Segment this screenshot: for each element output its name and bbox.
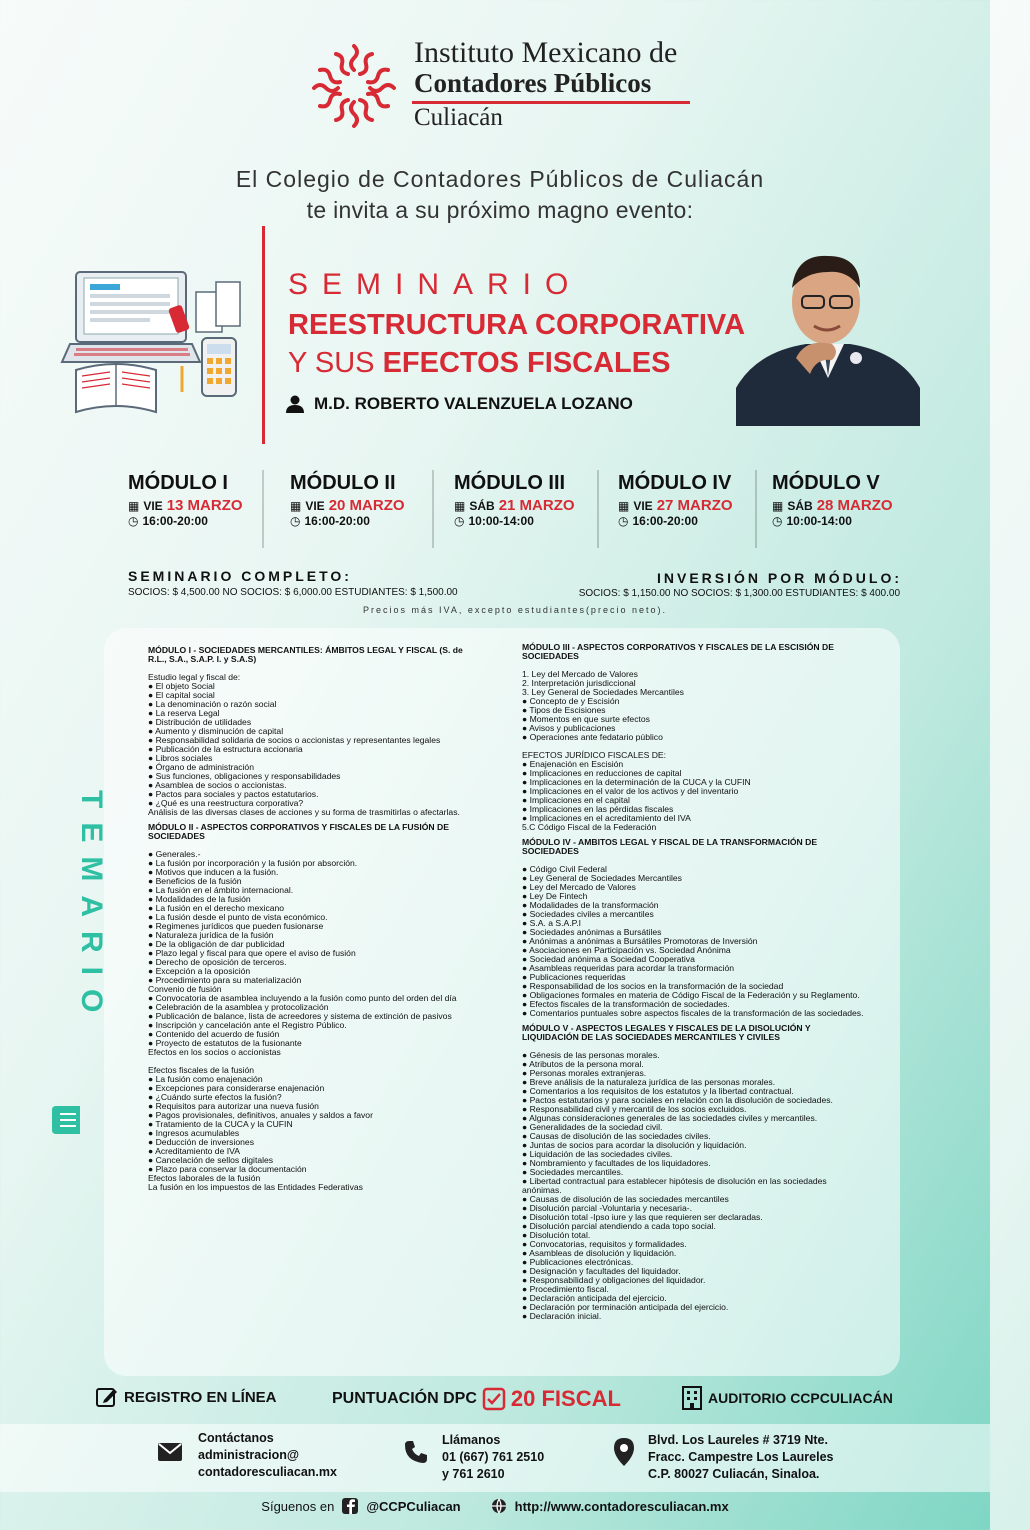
module-time-value: 16:00-20:00 bbox=[632, 514, 698, 528]
syllabus-item: ● Libertad contractual para establecer hipótesis de disolución en las sociedades anónimas. bbox=[522, 1176, 827, 1195]
module-time bbox=[128, 514, 243, 528]
hero-divider bbox=[262, 226, 265, 444]
syllabus-item: ● Excepción a la oposición bbox=[148, 966, 251, 976]
syllabus-item: ● Sociedad anónima a Sociedad Cooperativa bbox=[522, 954, 695, 964]
syllabus-item: ● Disolución parcial atendiendo a cada topo social. bbox=[522, 1221, 716, 1231]
syllabus-item: ● Pactos estatutarios y para sociales en relación con la disolución de sociedades. bbox=[522, 1095, 833, 1105]
clock-icon: ◷ bbox=[618, 514, 629, 528]
syllabus-item: ● Asamblea de socios o accionistas. bbox=[148, 780, 287, 790]
module-date-value: 27 MARZO bbox=[656, 497, 733, 514]
module-separator bbox=[432, 470, 434, 548]
syllabus-item: ● Código Civil Federal bbox=[522, 864, 607, 874]
module-title: MÓDULO V bbox=[772, 472, 880, 494]
online-registration-link[interactable] bbox=[96, 1386, 277, 1408]
module-date bbox=[290, 497, 405, 514]
module-day: VIE bbox=[633, 498, 653, 513]
syllabus-item: ● Procedimiento para su materialización bbox=[148, 975, 302, 985]
module-time bbox=[454, 514, 575, 528]
contact-address bbox=[648, 1432, 834, 1483]
module-1 bbox=[128, 472, 243, 528]
module-time-value: 16:00-20:00 bbox=[142, 514, 208, 528]
invitation-line2: te invita a su próximo magno evento: bbox=[306, 197, 694, 223]
calendar-icon: ▦ bbox=[454, 498, 466, 513]
syllabus-item: La fusión en los impuestos de las Entidades Federativas bbox=[148, 1182, 363, 1192]
syllabus-item: ● Declaración por terminación anticipada del ejercicio. bbox=[522, 1302, 729, 1312]
clock-icon: ◷ bbox=[128, 514, 139, 528]
registration-label: REGISTRO EN LÍNEA bbox=[124, 1388, 277, 1406]
full-seminar-prices: SOCIOS: $ 4,500.00 NO SOCIOS: $ 6,000.00 ESTUDIANTES: $ 1,500.00 bbox=[128, 587, 458, 598]
module-date-value: 13 MARZO bbox=[166, 497, 243, 514]
syllabus-item: ● Motivos que inducen a la fusión. bbox=[148, 867, 279, 877]
invitation-line1: El Colegio de Contadores Públicos de Culiacán bbox=[235, 166, 765, 192]
syllabus-item: Efectos laborales de la fusión bbox=[148, 1173, 261, 1183]
syllabus-item: 5.C Código Fiscal de la Federación bbox=[522, 822, 657, 832]
syllabus-item: 3. Ley General de Sociedades Mercantiles bbox=[522, 687, 684, 697]
module-2 bbox=[290, 472, 405, 528]
syllabus-item: ● Naturaleza jurídica de la fusión bbox=[148, 930, 274, 940]
module-time-value: 16:00-20:00 bbox=[304, 514, 370, 528]
syllabus-item: ● Declaración anticipada del ejercicio. bbox=[522, 1293, 667, 1303]
mail-icon bbox=[158, 1443, 182, 1461]
per-module-label: INVERSIÓN POR MÓDULO: bbox=[656, 570, 902, 586]
syllabus-item: ● Publicación de la estructura accionaria bbox=[148, 744, 303, 754]
syllabus-item: ● Pactos para sociales y pactos estatutarios. bbox=[148, 789, 319, 799]
syllabus-item: ● Génesis de las personas morales. bbox=[522, 1050, 660, 1060]
syllabus-item: ● Implicaciones en las pérdidas fiscales bbox=[522, 804, 674, 814]
syllabus-item: ● Celebración de la asamblea y protocolización bbox=[148, 1002, 329, 1012]
syllabus-module-heading: MÓDULO III - ASPECTOS CORPORATIVOS Y FISCALES DE LA ESCISIÓN DE SOCIEDADES bbox=[522, 642, 834, 661]
module-4 bbox=[618, 472, 733, 528]
syllabus-item: ● El objeto Social bbox=[148, 681, 215, 691]
syllabus-item: ● Ley De Fintech bbox=[522, 891, 588, 901]
syllabus-item: ● Derecho de oposición de terceros. bbox=[148, 957, 287, 967]
syllabus-item: ● Excepciones para considerarse enajenación bbox=[148, 1083, 325, 1093]
syllabus-item: Efectos fiscales de la fusión bbox=[148, 1065, 255, 1075]
syllabus-item: ● Sus funciones, obligaciones y responsabilidades bbox=[148, 771, 341, 781]
facebook-icon bbox=[342, 1498, 358, 1514]
syllabus-item: ● Personas morales extranjeras. bbox=[522, 1068, 647, 1078]
syllabus-item: ● Momentos en que surte efectos bbox=[522, 714, 650, 724]
module-separator bbox=[262, 470, 264, 548]
syllabus-item: ● Responsabilidad civil y mercantil de los socios excluidos. bbox=[522, 1104, 747, 1114]
syllabus-item: ● Nombramiento y facultades de los liquidadores. bbox=[522, 1158, 711, 1168]
syllabus-item: ● Operaciones ante fedatario público bbox=[522, 732, 663, 742]
calendar-icon: ▦ bbox=[128, 498, 140, 513]
syllabus-item: ● Asociaciones en Participación vs. Sociedad Anónima bbox=[522, 945, 731, 955]
speaker-row bbox=[286, 394, 633, 414]
syllabus-item: ● Declaración inicial. bbox=[522, 1311, 602, 1321]
module-date bbox=[772, 497, 893, 514]
syllabus-item: ● Sociedades civiles a mercantiles bbox=[522, 909, 654, 919]
title-line2-bold: EFECTOS FISCALES bbox=[382, 347, 671, 379]
module-day: SÁB bbox=[787, 498, 813, 513]
dpc-value: 20 FISCAL bbox=[510, 1386, 621, 1411]
syllabus-item: ● S.A. a S.A.P.I bbox=[522, 918, 582, 928]
syllabus-item: ● Sociedades anónimas a Bursátiles bbox=[522, 927, 662, 937]
syllabus-left-column bbox=[148, 640, 468, 1192]
syllabus-module-heading: MÓDULO II - ASPECTOS CORPORATIVOS Y FISCALES DE LA FUSIÓN DE SOCIEDADES bbox=[148, 822, 449, 841]
syllabus-item: ● Inscripción y cancelación ante el Registro Público. bbox=[148, 1020, 347, 1030]
syllabus-item: ● Órgano de administración bbox=[148, 762, 254, 772]
syllabus-item: ● De la obligación de dar publicidad bbox=[148, 939, 285, 949]
module-time bbox=[290, 514, 405, 528]
module-time bbox=[772, 514, 893, 528]
syllabus-item: ● Publicaciones requeridas bbox=[522, 972, 626, 982]
syllabus-item: ● Causas de disolución de las sociedades mercantiles bbox=[522, 1194, 729, 1204]
syllabus-item: ● Tipos de Escisiones bbox=[522, 705, 606, 715]
person-icon bbox=[286, 395, 304, 413]
syllabus-item: ● Aumento y disminución de capital bbox=[148, 726, 284, 736]
syllabus-item: ● Plazo para conservar la documentación bbox=[148, 1164, 307, 1174]
module-separator bbox=[755, 470, 757, 548]
syllabus-item: ● Responsabilidad solidaria de socios o accionistas y representantes legales bbox=[148, 735, 441, 745]
syllabus-item: ● Generales.- bbox=[148, 849, 201, 859]
syllabus-item: ● Implicaciones en reducciones de capital bbox=[522, 768, 682, 778]
price-note: Precios más IVA, excepto estudiantes(precio neto). bbox=[363, 605, 667, 615]
syllabus-item: ● Enajenación en Escisión bbox=[522, 759, 624, 769]
contact-address-line3: C.P. 80027 Culiacán, Sinaloa. bbox=[648, 1467, 820, 1481]
syllabus-item: ● Concepto de y Escisión bbox=[522, 696, 620, 706]
syllabus-item: ● Plazo legal y fiscal para que opere el aviso de fusión bbox=[148, 948, 356, 958]
syllabus-item: 2. Interpretación jurisdiccional bbox=[522, 678, 636, 688]
syllabus-item: Análisis de las diversas clases de acciones y su forma de trasmitirlas o afectarlas. bbox=[148, 807, 460, 817]
syllabus-item: ● Causas de disolución de las sociedades civiles. bbox=[522, 1131, 711, 1141]
syllabus-module-heading: MÓDULO I - SOCIEDADES MERCANTILES: ÁMBITOS LEGAL Y FISCAL (S. de R.L., S.A., S.A.P. I. y S.A.S) bbox=[148, 645, 463, 664]
module-date bbox=[618, 497, 733, 514]
contact-phone[interactable] bbox=[442, 1432, 544, 1483]
syllabus-item: ● Ley del Mercado de Valores bbox=[522, 882, 636, 892]
contact-email[interactable] bbox=[198, 1430, 337, 1481]
institute-city: Culiacán bbox=[414, 104, 503, 131]
syllabus-item: ● Atributos de la persona moral. bbox=[522, 1059, 644, 1069]
syllabus-item: ● La reserva Legal bbox=[148, 708, 220, 718]
syllabus-item: ● Ley General de Sociedades Mercantiles bbox=[522, 873, 682, 883]
syllabus-module-heading: MÓDULO V - ASPECTOS LEGALES Y FISCALES DE LA DISOLUCIÓN Y LIQUIDACIÓN DE LAS SOCIEDADES MERCANTILES Y CIVILES bbox=[522, 1023, 811, 1042]
syllabus-item: ● Modalidades de la fusión bbox=[148, 894, 251, 904]
syllabus-item: ● Comentarios puntuales sobre aspectos fiscales de la transformación de las sociedades. bbox=[522, 1008, 864, 1018]
social-row bbox=[0, 1498, 990, 1514]
contact-email-line1: administracion@ bbox=[198, 1448, 300, 1462]
syllabus-item: ● Responsabilidad de los socios en la transformación de la sociedad bbox=[522, 981, 784, 991]
module-time-value: 10:00-14:00 bbox=[468, 514, 534, 528]
building-icon bbox=[682, 1386, 702, 1410]
institute-name-line2: Contadores Públicos bbox=[414, 68, 652, 98]
module-day: SÁB bbox=[469, 498, 495, 513]
temario-label: TEMARIO bbox=[75, 790, 108, 1027]
clock-icon: ◷ bbox=[454, 514, 465, 528]
contact-address-line2: Fracc. Campestre Los Laureles bbox=[648, 1450, 834, 1464]
syllabus-item: ● La fusión en el derecho mexicano bbox=[148, 903, 285, 913]
module-date bbox=[454, 497, 575, 514]
syllabus-item: ● Asambleas requeridas para acordar la transformación bbox=[522, 963, 735, 973]
location-pin-icon bbox=[614, 1438, 634, 1466]
module-date-value: 20 MARZO bbox=[328, 497, 405, 514]
syllabus-item: ● Acreditamiento de IVA bbox=[148, 1146, 240, 1156]
contact-email-line2: contadoresculiacan.mx bbox=[198, 1465, 337, 1479]
module-title: MÓDULO II bbox=[290, 472, 396, 494]
syllabus-item: ● Proyecto de estatutos de la fusionante bbox=[148, 1038, 302, 1048]
syllabus-item: EFECTOS JURÍDICO FISCALES DE: bbox=[522, 750, 667, 760]
module-day: VIE bbox=[143, 498, 163, 513]
module-title: MÓDULO I bbox=[128, 472, 228, 494]
follow-label: Síguenos en bbox=[261, 1498, 335, 1514]
speaker-name: M.D. ROBERTO VALENZUELA LOZANO bbox=[314, 394, 633, 413]
clock-icon: ◷ bbox=[290, 514, 301, 528]
syllabus-item: ● Asambleas de disolución y liquidación. bbox=[522, 1248, 677, 1258]
syllabus-item: ● Responsabilidad y obligaciones del liquidador. bbox=[522, 1275, 706, 1285]
syllabus-item: ● Convocatorias, requisitos y formalidades. bbox=[522, 1239, 687, 1249]
calendar-icon: ▦ bbox=[772, 498, 784, 513]
syllabus-module-heading: MÓDULO IV - AMBITOS LEGAL Y FISCAL DE LA TRANSFORMACIÓN DE SOCIEDADES bbox=[522, 837, 818, 856]
contact-phone-title: Llámanos bbox=[442, 1433, 501, 1447]
syllabus-item: ● Procedimiento fiscal. bbox=[522, 1284, 609, 1294]
syllabus-item: ● La denominación o razón social bbox=[148, 699, 277, 709]
syllabus-item: ● Implicaciones en el valor de los activos y del inventario bbox=[522, 786, 739, 796]
syllabus-item: ● Publicaciones electrónicas. bbox=[522, 1257, 634, 1267]
syllabus-item: ● ¿Cuándo surte efectos la fusión? bbox=[148, 1092, 282, 1102]
syllabus-item: ● Algunas consideraciones generales de las sociedades civiles y mercantiles. bbox=[522, 1113, 818, 1123]
syllabus-item: ● Libros sociales bbox=[148, 753, 213, 763]
syllabus-item: ● Implicaciones en el capital bbox=[522, 795, 630, 805]
office-illustration bbox=[66, 262, 256, 422]
contact-phone-line1: 01 (667) 761 2510 bbox=[442, 1450, 545, 1464]
venue bbox=[682, 1386, 893, 1410]
syllabus-item: ● Generalidades de la sociedad civil. bbox=[522, 1122, 663, 1132]
speaker-photo bbox=[736, 248, 920, 426]
book-icon bbox=[50, 1102, 90, 1138]
syllabus-item: ● Liquidación de las sociedades civiles. bbox=[522, 1149, 673, 1159]
module-time bbox=[618, 514, 733, 528]
syllabus-item: ● Convocatoria de asamblea incluyendo a la fusión como punto del orden del día bbox=[148, 993, 457, 1003]
syllabus-item: ● Publicación de balance, lista de acreedores y sistema de extinción de pasivos bbox=[148, 1011, 452, 1021]
syllabus-item: ● Deducción de inversiones bbox=[148, 1137, 254, 1147]
syllabus-item: ● Beneficios de la fusión bbox=[148, 876, 242, 886]
venue-label: AUDITORIO CCPCULIACÁN bbox=[708, 1390, 893, 1406]
contact-address-line1: Blvd. Los Laureles # 3719 Nte. bbox=[648, 1433, 828, 1447]
syllabus-item: ● La fusión por incorporación y la fusión por absorción. bbox=[148, 858, 358, 868]
syllabus-item: ● Obligaciones formales en materia de Código Fiscal de la Federación y su Reglamento. bbox=[522, 990, 860, 1000]
website-link[interactable]: http://www.contadoresculiacan.mx bbox=[514, 1498, 729, 1514]
syllabus-item: Convenio de fusión bbox=[148, 984, 222, 994]
title-line2-light: Y SUS bbox=[288, 347, 383, 379]
syllabus-item: ● La fusión como enajenación bbox=[148, 1074, 263, 1084]
syllabus-item: ● Designación y facultades del liquidador. bbox=[522, 1266, 681, 1276]
seminar-title-line2 bbox=[288, 347, 670, 380]
globe-icon bbox=[491, 1498, 507, 1514]
syllabus-item: 1. Ley del Mercado de Valores bbox=[522, 669, 638, 679]
syllabus-item: ● Efectos fiscales de la transformación de sociedades. bbox=[522, 999, 730, 1009]
checkbox-icon bbox=[483, 1388, 505, 1410]
facebook-link[interactable]: @CCPCuliacan bbox=[366, 1498, 461, 1514]
institute-logo-icon bbox=[306, 40, 406, 130]
syllabus-item: ● Juntas de socios para acordar la disolución y liquidación. bbox=[522, 1140, 747, 1150]
calendar-icon: ▦ bbox=[618, 498, 630, 513]
module-time-value: 10:00-14:00 bbox=[786, 514, 852, 528]
syllabus-item: ● Implicaciones en el acreditamiento del IVA bbox=[522, 813, 691, 823]
seminar-title-line1: REESTRUCTURA CORPORATIVA bbox=[288, 309, 746, 341]
syllabus-item: ● Breve análisis de la naturaleza jurídica de las personas morales. bbox=[522, 1077, 776, 1087]
syllabus-item: ● Ingresos acumulables bbox=[148, 1128, 240, 1138]
syllabus-item: ● El capital social bbox=[148, 690, 215, 700]
syllabus-item: ● Implicaciones en la determinación de la CUCA y la CUFIN bbox=[522, 777, 751, 787]
module-title: MÓDULO III bbox=[454, 472, 566, 494]
edit-icon bbox=[96, 1386, 118, 1408]
syllabus-right-column bbox=[522, 637, 864, 1321]
temario-vertical-label bbox=[46, 790, 108, 1140]
syllabus-item: ● Modalidades de la transformación bbox=[522, 900, 659, 910]
clock-icon: ◷ bbox=[772, 514, 783, 528]
syllabus-item: ● Cancelación de sellos digitales bbox=[148, 1155, 274, 1165]
syllabus-item: ● Disolución total -Ipso iure y las que requieren ser declaradas. bbox=[522, 1212, 763, 1222]
phone-icon bbox=[404, 1440, 428, 1464]
syllabus-item: ● Distribución de utilidades bbox=[148, 717, 252, 727]
syllabus-item: ● Anónimas a anónimas a Bursátiles Promotoras de Inversión bbox=[522, 936, 758, 946]
syllabus-item: ● Sociedades mercantiles. bbox=[522, 1167, 624, 1177]
syllabus-item: ● Requisitos para autorizar una nueva fusión bbox=[148, 1101, 319, 1111]
module-5 bbox=[772, 472, 893, 528]
syllabus-item: ● Tratamiento de la CUCA y la CUFIN bbox=[148, 1119, 293, 1129]
module-date-value: 21 MARZO bbox=[498, 497, 575, 514]
syllabus-item: ● La fusión desde el punto de vista económico. bbox=[148, 912, 328, 922]
module-day: VIE bbox=[305, 498, 325, 513]
syllabus-item: Efectos en los socios o accionistas bbox=[148, 1047, 281, 1057]
syllabus-item: ● Disolución parcial -Voluntaria y necesaria-. bbox=[522, 1203, 692, 1213]
syllabus-item: ● Contenido del acuerdo de fusión bbox=[148, 1029, 280, 1039]
syllabus-item: Estudio legal y fiscal de: bbox=[148, 672, 241, 682]
syllabus-item: ● Comentarios a los requisitos de los estatutos y la libertad contractual. bbox=[522, 1086, 794, 1096]
syllabus-item: ● Avisos y publicaciones bbox=[522, 723, 616, 733]
dpc-score bbox=[332, 1386, 621, 1412]
syllabus-item: ● Pagos provisionales, definitivos, anuales y saldos a favor bbox=[148, 1110, 373, 1120]
full-seminar-label: SEMINARIO COMPLETO: bbox=[128, 568, 352, 584]
per-module-prices: SOCIOS: $ 1,150.00 NO SOCIOS: $ 1,300.00 ESTUDIANTES: $ 400.00 bbox=[578, 588, 900, 599]
module-separator bbox=[597, 470, 599, 548]
syllabus-item: ● Disolución total. bbox=[522, 1230, 591, 1240]
seminar-label: SEMINARIO bbox=[288, 268, 583, 301]
syllabus-item: ● La fusión en el ámbito internacional. bbox=[148, 885, 294, 895]
contact-email-title: Contáctanos bbox=[198, 1431, 274, 1445]
contact-phone-line2: y 761 2610 bbox=[442, 1467, 505, 1481]
calendar-icon: ▦ bbox=[290, 498, 302, 513]
module-title: MÓDULO IV bbox=[618, 472, 732, 494]
syllabus-item: ● Regimenes jurídicos que pueden fusionarse bbox=[148, 921, 324, 931]
module-3 bbox=[454, 472, 575, 528]
institute-name-line1: Instituto Mexicano de bbox=[414, 36, 678, 69]
syllabus-item: ● ¿Qué es una reestructura corporativa? bbox=[148, 798, 304, 808]
module-date bbox=[128, 497, 243, 514]
module-date-value: 28 MARZO bbox=[816, 497, 893, 514]
dpc-label: PUNTUACIÓN DPC bbox=[332, 1390, 477, 1407]
